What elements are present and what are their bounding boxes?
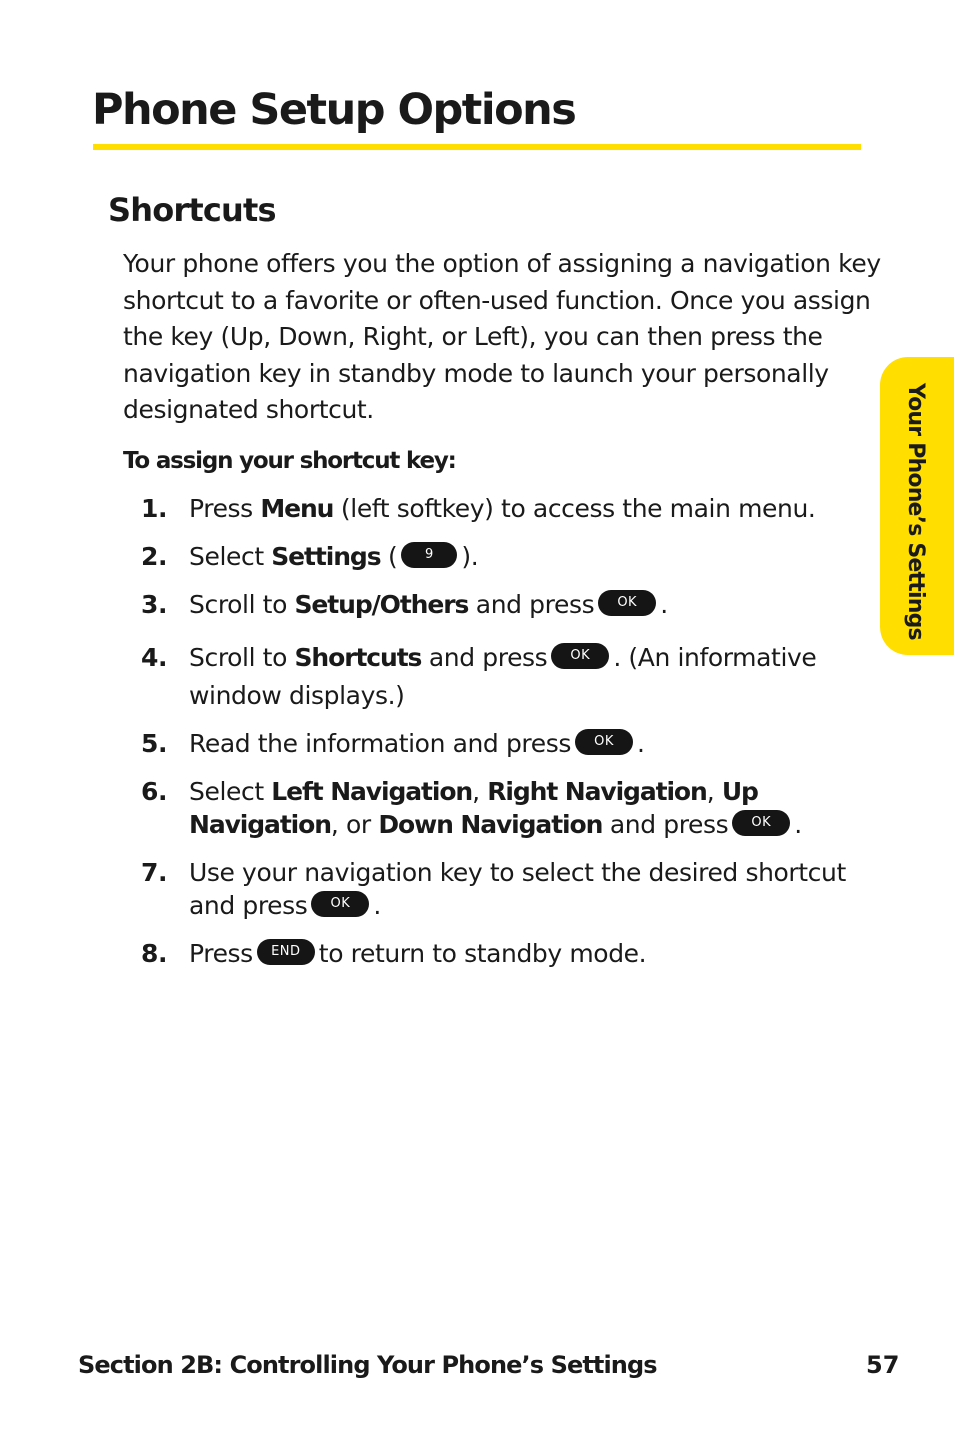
step-number: 8. [141, 939, 168, 968]
step-text-part: , [706, 777, 722, 806]
procedure-label: To assign your shortcut key: [123, 448, 456, 474]
side-tab-label: Your Phone’s Settings [903, 383, 928, 640]
step-number: 7. [141, 858, 168, 887]
page-number: 57 [866, 1351, 900, 1379]
step-number: 3. [141, 590, 168, 619]
step-text-part: Scroll to [189, 643, 295, 672]
step-text-part: (left softkey) to access the main menu. [333, 494, 816, 523]
step-text-part: Read the information and press [189, 729, 571, 758]
step-number: 4. [141, 643, 168, 672]
step-number: 2. [141, 542, 168, 571]
step-text-part: , or [330, 810, 379, 839]
settings-label: Settings [271, 542, 381, 571]
left-navigation-label: Left Navigation [271, 777, 473, 806]
step-text-part: Press [189, 494, 261, 523]
up-navigation-label: Up Navigation [189, 777, 758, 839]
step-text-part: ). [461, 542, 479, 571]
end-key-icon: END [257, 939, 315, 965]
shortcuts-label: Shortcuts [294, 643, 422, 672]
step-text-part: . [636, 729, 645, 758]
right-navigation-label: Right Navigation [487, 777, 707, 806]
ok-key-icon: OK [732, 810, 790, 836]
menu-label: Menu [260, 494, 334, 523]
step-text-part: Scroll to [189, 590, 295, 619]
ok-key-icon: OK [311, 891, 369, 917]
step-text [189, 937, 869, 970]
step-text-part: . [373, 891, 381, 920]
step-text-part: ( [380, 542, 398, 571]
intro-paragraph: Your phone offers you the option of assigning a navigation key shortcut to a favorite or often-used function. Once you assign the key (Up, Down, Right, or Left), you can then press the navigation key in standby mode to launch your personally designated shortcut. [123, 249, 881, 425]
step-text [189, 775, 869, 841]
step-text-part: Select [189, 542, 272, 571]
key-9-icon: 9 [401, 542, 457, 568]
step-text-part: and press [421, 643, 548, 672]
footer-section-title: Section 2B: Controlling Your Phone’s Settings [78, 1351, 657, 1379]
step-text [189, 588, 869, 621]
step-text-part: . [660, 590, 668, 619]
step-text-part: . (An informative window displays.) [189, 643, 817, 710]
step-text-part: Select [189, 777, 272, 806]
step-text [189, 727, 869, 760]
step-text-part: and press [468, 590, 595, 619]
step-text [189, 856, 869, 922]
step-text-part: and press [602, 810, 729, 839]
ok-key-icon: OK [551, 643, 609, 669]
step-text-part: Press [189, 939, 253, 968]
step-text [189, 492, 869, 525]
step-text-part: to return to standby mode. [318, 939, 647, 968]
ok-key-icon: OK [598, 590, 656, 616]
step-text-part: . [794, 810, 802, 839]
section-heading: Shortcuts [108, 191, 276, 229]
step-text [189, 639, 869, 715]
step-number: 1. [141, 494, 168, 523]
step-text-part: , [472, 777, 488, 806]
setup-others-label: Setup/Others [294, 590, 469, 619]
page-title: Phone Setup Options [92, 85, 576, 135]
ok-key-icon: OK [575, 729, 633, 755]
step-text [189, 540, 869, 573]
down-navigation-label: Down Navigation [378, 810, 603, 839]
title-underline-rule [93, 144, 861, 150]
step-number: 6. [141, 777, 168, 806]
step-text-part: Use your navigation key to select the desired shortcut and press [189, 858, 846, 920]
step-number: 5. [141, 729, 168, 758]
